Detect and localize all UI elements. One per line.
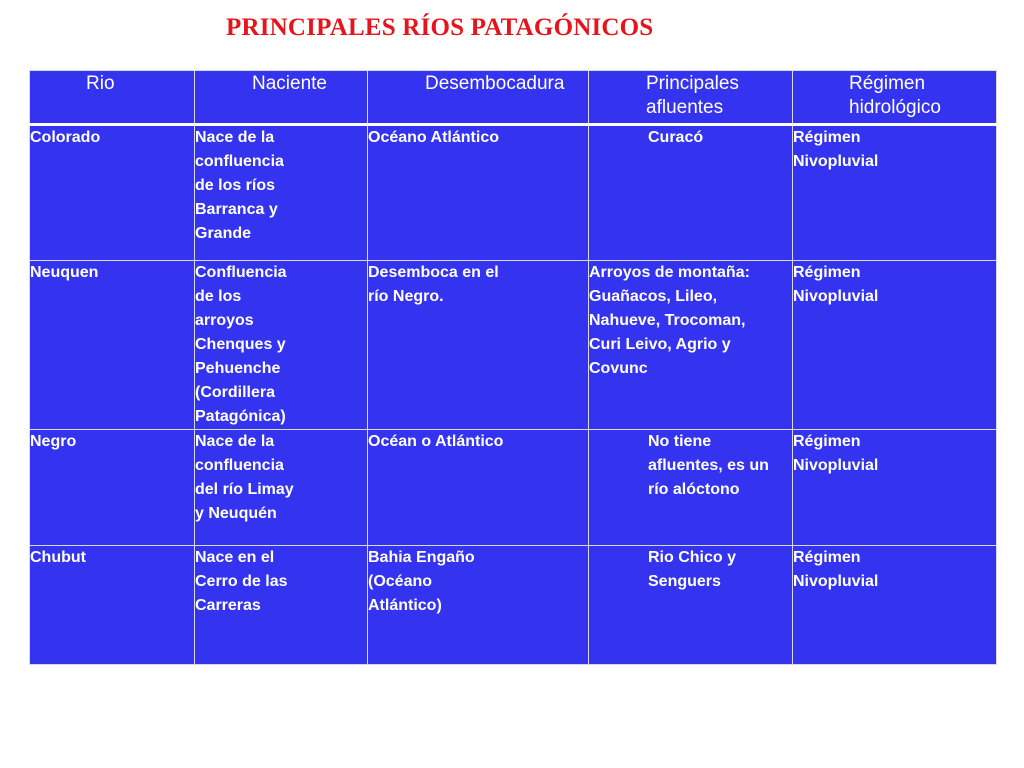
cell-regimen: Régimen Nivopluvial [793, 125, 997, 261]
table-row [30, 125, 997, 261]
cell-afluentes: Arroyos de montaña: Guañacos, Lileo, Nahueve, Trocoman, Curi Leivo, Agrio y Covunc [589, 261, 793, 430]
cell-regimen: Régimen Nivopluvial [793, 430, 997, 546]
table-row [30, 546, 997, 665]
cell-desembocadura: Océano Atlántico [368, 125, 589, 261]
cell-rio: Neuquen [30, 261, 195, 430]
cell-naciente: Nace de la confluencia del río Limay y Neuquén [195, 430, 368, 546]
cell-regimen: Régimen Nivopluvial [793, 261, 997, 430]
cell-naciente: Confluencia de los arroyos Chenques y Pehuenche (Cordillera Patagónica) [195, 261, 368, 430]
cell-rio: Negro [30, 430, 195, 546]
rivers-table [29, 70, 997, 665]
cell-desembocadura: Océan o Atlántico [368, 430, 589, 546]
cell-afluentes: Curacó [589, 125, 793, 261]
table-header-row [30, 71, 997, 125]
column-header-desembocadura: Desembocadura [368, 71, 589, 125]
column-header-rio: Rio [30, 71, 195, 125]
cell-afluentes: No tiene afluentes, es un río alóctono [589, 430, 793, 546]
cell-naciente: Nace de la confluencia de los ríos Barranca y Grande [195, 125, 368, 261]
cell-afluentes: Rio Chico y Senguers [589, 546, 793, 665]
column-header-regimen: Régimen hidrológico [793, 71, 997, 125]
cell-desembocadura: Bahia Engaño (Océano Atlántico) [368, 546, 589, 665]
cell-desembocadura: Desemboca en el río Negro. [368, 261, 589, 430]
cell-naciente: Nace en el Cerro de las Carreras [195, 546, 368, 665]
cell-regimen: Régimen Nivopluvial [793, 546, 997, 665]
cell-rio: Colorado [30, 125, 195, 261]
table-row [30, 261, 997, 430]
table-row [30, 430, 997, 546]
page-title: PRINCIPALES RÍOS PATAGÓNICOS [226, 14, 654, 41]
column-header-afluentes: Principales afluentes [589, 71, 793, 125]
cell-rio: Chubut [30, 546, 195, 665]
column-header-naciente: Naciente [195, 71, 368, 125]
